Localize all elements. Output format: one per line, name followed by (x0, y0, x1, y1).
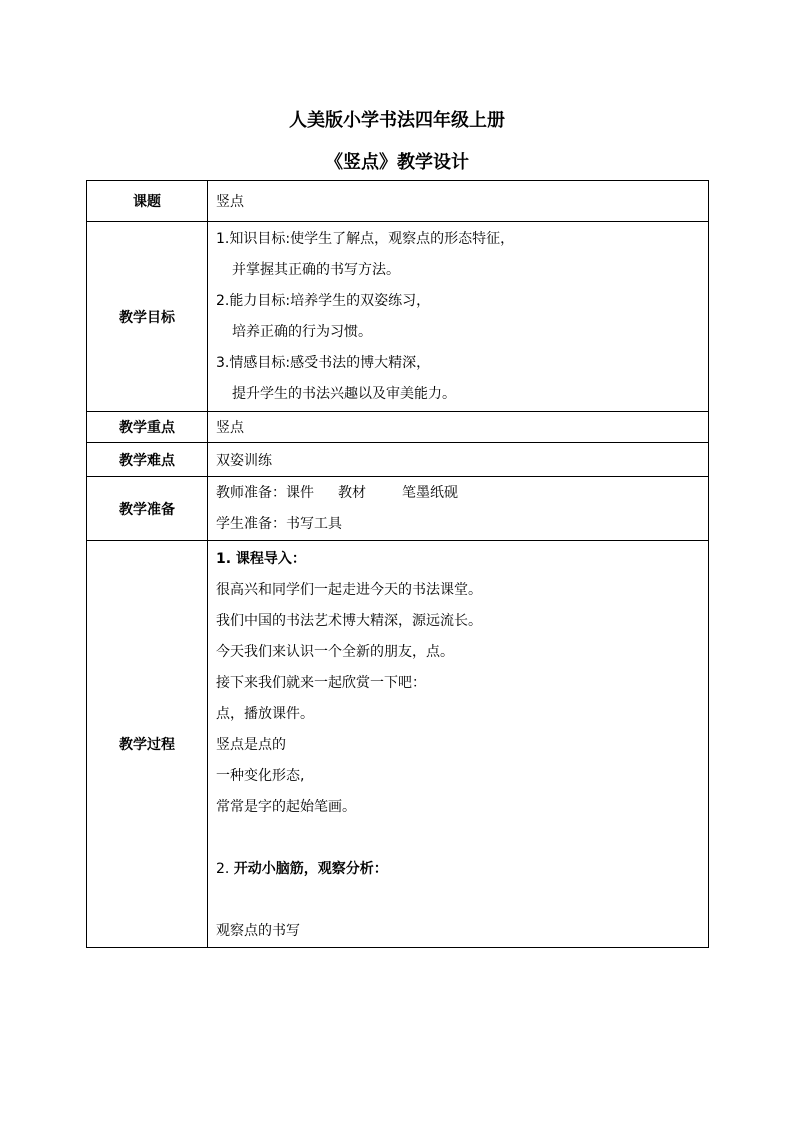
goal-line: 3.情感目标:感受书法的博大精深， (216, 354, 431, 371)
table-row-key-point (87, 412, 709, 443)
key-point-value: 竖点 (208, 412, 709, 443)
process-line: 常常是字的起始笔画。 (216, 798, 356, 815)
topic-label: 课题 (87, 181, 208, 222)
key-point-label: 教学重点 (87, 412, 208, 443)
student-preparation: 学生准备：书写工具 (216, 515, 342, 532)
goal-line: 提升学生的书法兴趣以及审美能力。 (232, 385, 456, 402)
preparation-content (208, 477, 709, 541)
teacher-preparation (216, 478, 708, 509)
goals-label: 教学目标 (87, 222, 208, 412)
teacher-item: 课件 (286, 484, 314, 501)
process-line: 观察点的书写 (216, 922, 300, 939)
table-row-topic (87, 181, 709, 222)
table-row-difficulty (87, 443, 709, 477)
difficulty-label: 教学难点 (87, 443, 208, 477)
goal-line: 1.知识目标:使学生了解点，观察点的形态特征， (216, 230, 515, 247)
process-line: 很高兴和同学们一起走进今天的书法课堂。 (216, 581, 482, 598)
goal-line: 并掌握其正确的书写方法。 (232, 261, 400, 278)
process-line: 一种变化形态, (216, 767, 305, 784)
table-row-preparation (87, 477, 709, 541)
table-row-process (87, 541, 709, 948)
process-content (208, 541, 709, 948)
goals-content (208, 222, 709, 412)
process-line: 接下来我们就来一起欣赏一下吧： (216, 674, 426, 691)
section2-heading (216, 854, 708, 885)
table-row-goals (87, 222, 709, 412)
process-label: 教学过程 (87, 541, 208, 948)
goal-line: 2.能力目标:培养学生的双姿练习， (216, 292, 431, 309)
teacher-prefix: 教师准备： (216, 484, 286, 501)
section2-title: 开动小脑筋，观察分析： (233, 860, 388, 877)
difficulty-value: 双姿训练 (208, 443, 709, 477)
lesson-plan-table (86, 180, 709, 948)
process-line: 竖点是点的 (216, 736, 286, 753)
topic-value: 竖点 (208, 181, 709, 222)
document-title: 人美版小学书法四年级上册 (289, 110, 505, 131)
teacher-item: 教材 (338, 484, 366, 501)
goal-line: 培养正确的行为习惯。 (232, 323, 372, 340)
document-subtitle: 《竖点》教学设计 (325, 152, 469, 173)
process-line: 我们中国的书法艺术博大精深，源远流长。 (216, 612, 482, 629)
process-line: 今天我们来认识一个全新的朋友，点。 (216, 643, 454, 660)
teacher-item: 笔墨纸砚 (402, 484, 458, 501)
process-line: 点，播放课件。 (216, 705, 314, 722)
preparation-label: 教学准备 (87, 477, 208, 541)
section1-heading: 1. 课程导入： (216, 550, 306, 567)
section2-number: 2. (216, 860, 230, 877)
